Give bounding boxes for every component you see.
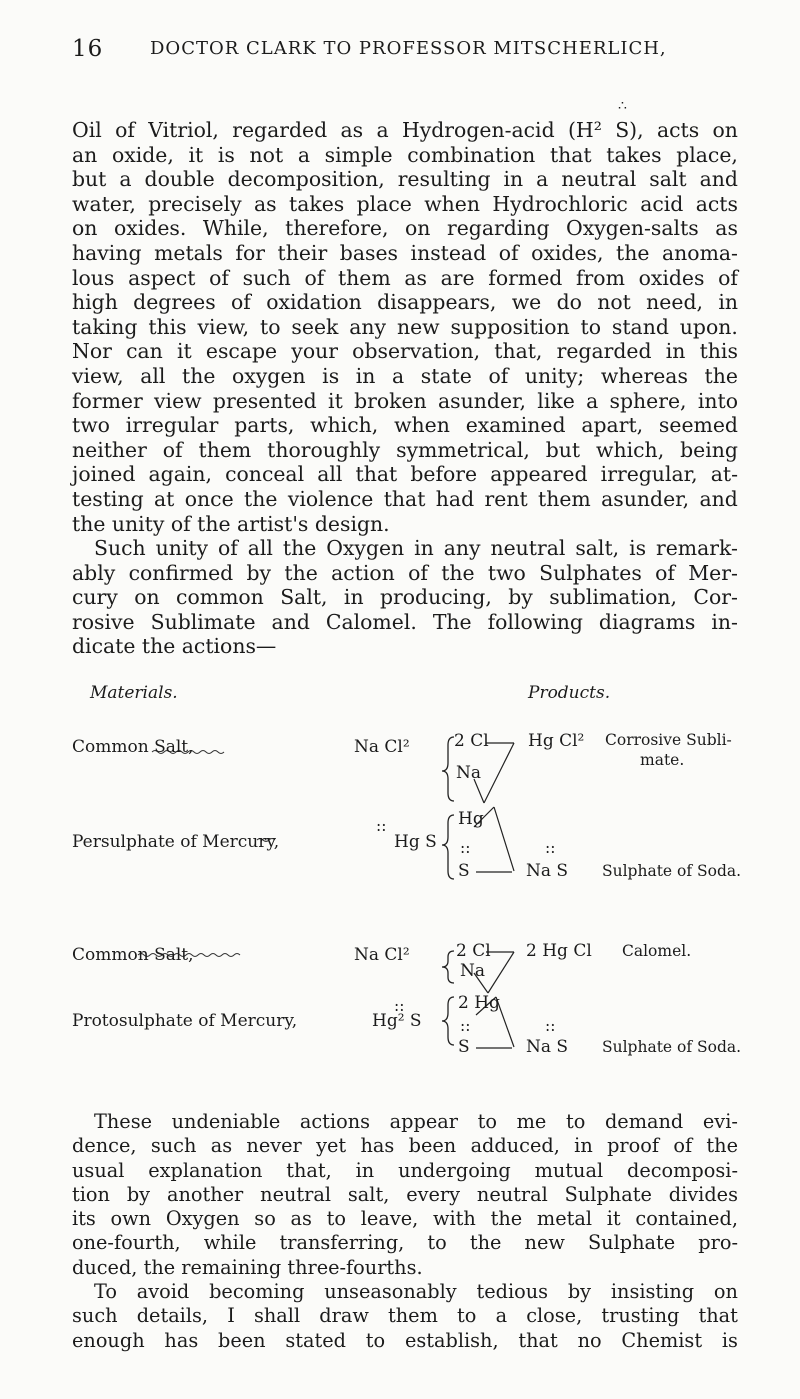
text-line: lous aspect of such of them as are formed from oxides of	[72, 265, 738, 290]
text-line: view, all the oxygen is in a state of unity; whereas the	[72, 363, 738, 388]
text-line: cury on common Salt, in producing, by sublimation, Cor-	[72, 585, 738, 610]
d1-product-1-name-a: Corrosive Subli-	[605, 731, 732, 749]
d1-line-hg2	[494, 807, 514, 871]
d2-node-cl: 2 Cl	[456, 941, 491, 961]
text-line: taking this view, to seek any new supposition to stand upon.	[72, 314, 738, 339]
text-line: water, precisely as takes place when Hydrochloric acid acts	[72, 191, 738, 216]
d1-line-diag1	[484, 743, 514, 803]
d2-product-2-name: Sulphate of Soda.	[602, 1038, 742, 1056]
d1-material-2: Persulphate of Mercury,	[72, 832, 280, 852]
d2-product-1-name: Calomel.	[622, 942, 692, 960]
oxygen-dots: ::	[376, 817, 387, 835]
d1-material-1-formula: Na Cl²	[354, 737, 410, 757]
d2-product-2-formula: Na S	[526, 1037, 569, 1057]
text-line: dicate the actions—	[72, 634, 277, 659]
text-line: the unity of the artist's design.	[72, 511, 390, 536]
d2-material-2: Protosulphate of Mercury,	[72, 1011, 298, 1031]
d1-node-cl: 2 Cl	[454, 731, 489, 751]
text-line: enough has been stated to establish, that no Chemist is	[72, 1328, 738, 1352]
d1-product-1-formula: Hg Cl²	[528, 731, 585, 751]
brace-1	[442, 737, 454, 801]
brace-4	[442, 997, 454, 1045]
text-line: Such unity of all the Oxygen in any neutral salt, is remark-	[94, 536, 738, 561]
brace-2	[442, 815, 454, 879]
text-line: To avoid becoming unseasonably tedious by insisting on	[94, 1280, 738, 1304]
text-line: joined again, conceal all that before appeared irregular, at-	[72, 462, 738, 487]
text-line: one-fourth, while transferring, to the new Sulphate pro-	[72, 1231, 738, 1255]
reaction-diagrams	[72, 675, 752, 1105]
d2-node-na: Na	[460, 961, 486, 981]
d2-node-hg: 2 Hg	[458, 993, 500, 1013]
text-line: on oxides. While, therefore, on regarding Oxygen-salts as	[72, 216, 738, 241]
d1-product-1-name-b: mate.	[640, 751, 685, 769]
text-line: tion by another neutral salt, every neutral Sulphate divides	[72, 1182, 738, 1206]
text-line: neither of them thoroughly symmetrical, but which, being	[72, 437, 738, 462]
d1-node-hg: Hg	[458, 809, 484, 829]
text-line: its own Oxygen so as to leave, with the metal it contained,	[72, 1207, 738, 1231]
text-line: an oxide, it is not a simple combination that takes place,	[72, 142, 738, 167]
products-heading: Products.	[528, 683, 611, 703]
d2-node-s: S	[458, 1037, 470, 1057]
text-line: having metals for their bases instead of oxides, the anoma-	[72, 240, 738, 265]
d1-material-1: Common Salt,	[72, 737, 194, 757]
d1-product-2-name: Sulphate of Soda.	[602, 862, 742, 880]
text-line: These undeniable actions appear to me to demand evi-	[94, 1110, 738, 1133]
d2-material-2-formula: Hg² S	[372, 1011, 422, 1031]
text-line: former view presented it broken asunder, like a sphere, into	[72, 388, 738, 413]
d2-material-1: Common Salt,	[72, 945, 194, 965]
page-number: 16	[72, 36, 104, 62]
d1-node-s: S	[458, 861, 470, 881]
text-line: Oil of Vitriol, regarded as a Hydrogen-acid (H² S), acts on	[72, 118, 738, 142]
oxygen-dots: ::	[545, 839, 556, 857]
text-line: rosive Sublimate and Calomel. The following diagrams in-	[72, 609, 738, 634]
text-line: duced, the remaining three-fourths.	[72, 1255, 423, 1279]
text-line: high degrees of oxidation disappears, we do not need, in	[72, 290, 738, 315]
text-line: ably confirmed by the action of the two Sulphates of Mer-	[72, 560, 738, 585]
materials-heading: Materials.	[90, 683, 178, 703]
text-line: dence, such as never yet has been adduced, in proof of the	[72, 1134, 738, 1158]
paragraph-1	[72, 118, 738, 659]
brace-3	[442, 951, 454, 983]
d2-product-1-formula: 2 Hg Cl	[526, 941, 592, 961]
d1-material-2-formula: Hg S	[394, 832, 437, 852]
d2-material-1-formula: Na Cl²	[354, 945, 410, 965]
paragraph-2	[72, 1110, 738, 1353]
text-line: usual explanation that, in undergoing mutual decomposi-	[72, 1158, 738, 1182]
oxygen-dots: ::	[460, 1017, 471, 1035]
text-line: such details, I shall draw them to a close, trusting that	[72, 1304, 738, 1328]
oxygen-dots: ::	[460, 839, 471, 857]
running-title: DOCTOR CLARK TO PROFESSOR MITSCHERLICH,	[150, 38, 667, 59]
text-line: Nor can it escape your observation, that, regarded in this	[72, 339, 738, 364]
d1-node-na: Na	[456, 763, 482, 783]
d2-line-diag1	[488, 952, 514, 993]
text-line: two irregular parts, which, when examined apart, seemed	[72, 413, 738, 438]
oxygen-dots: ::	[394, 997, 405, 1015]
oxygen-dots: ::	[545, 1017, 556, 1035]
d1-product-2-formula: Na S	[526, 861, 569, 881]
text-line: but a double decomposition, resulting in a neutral salt and	[72, 167, 738, 192]
oxygen-dots-mark: ∴	[618, 98, 626, 114]
text-line: testing at once the violence that had rent them asunder, and	[72, 486, 738, 511]
